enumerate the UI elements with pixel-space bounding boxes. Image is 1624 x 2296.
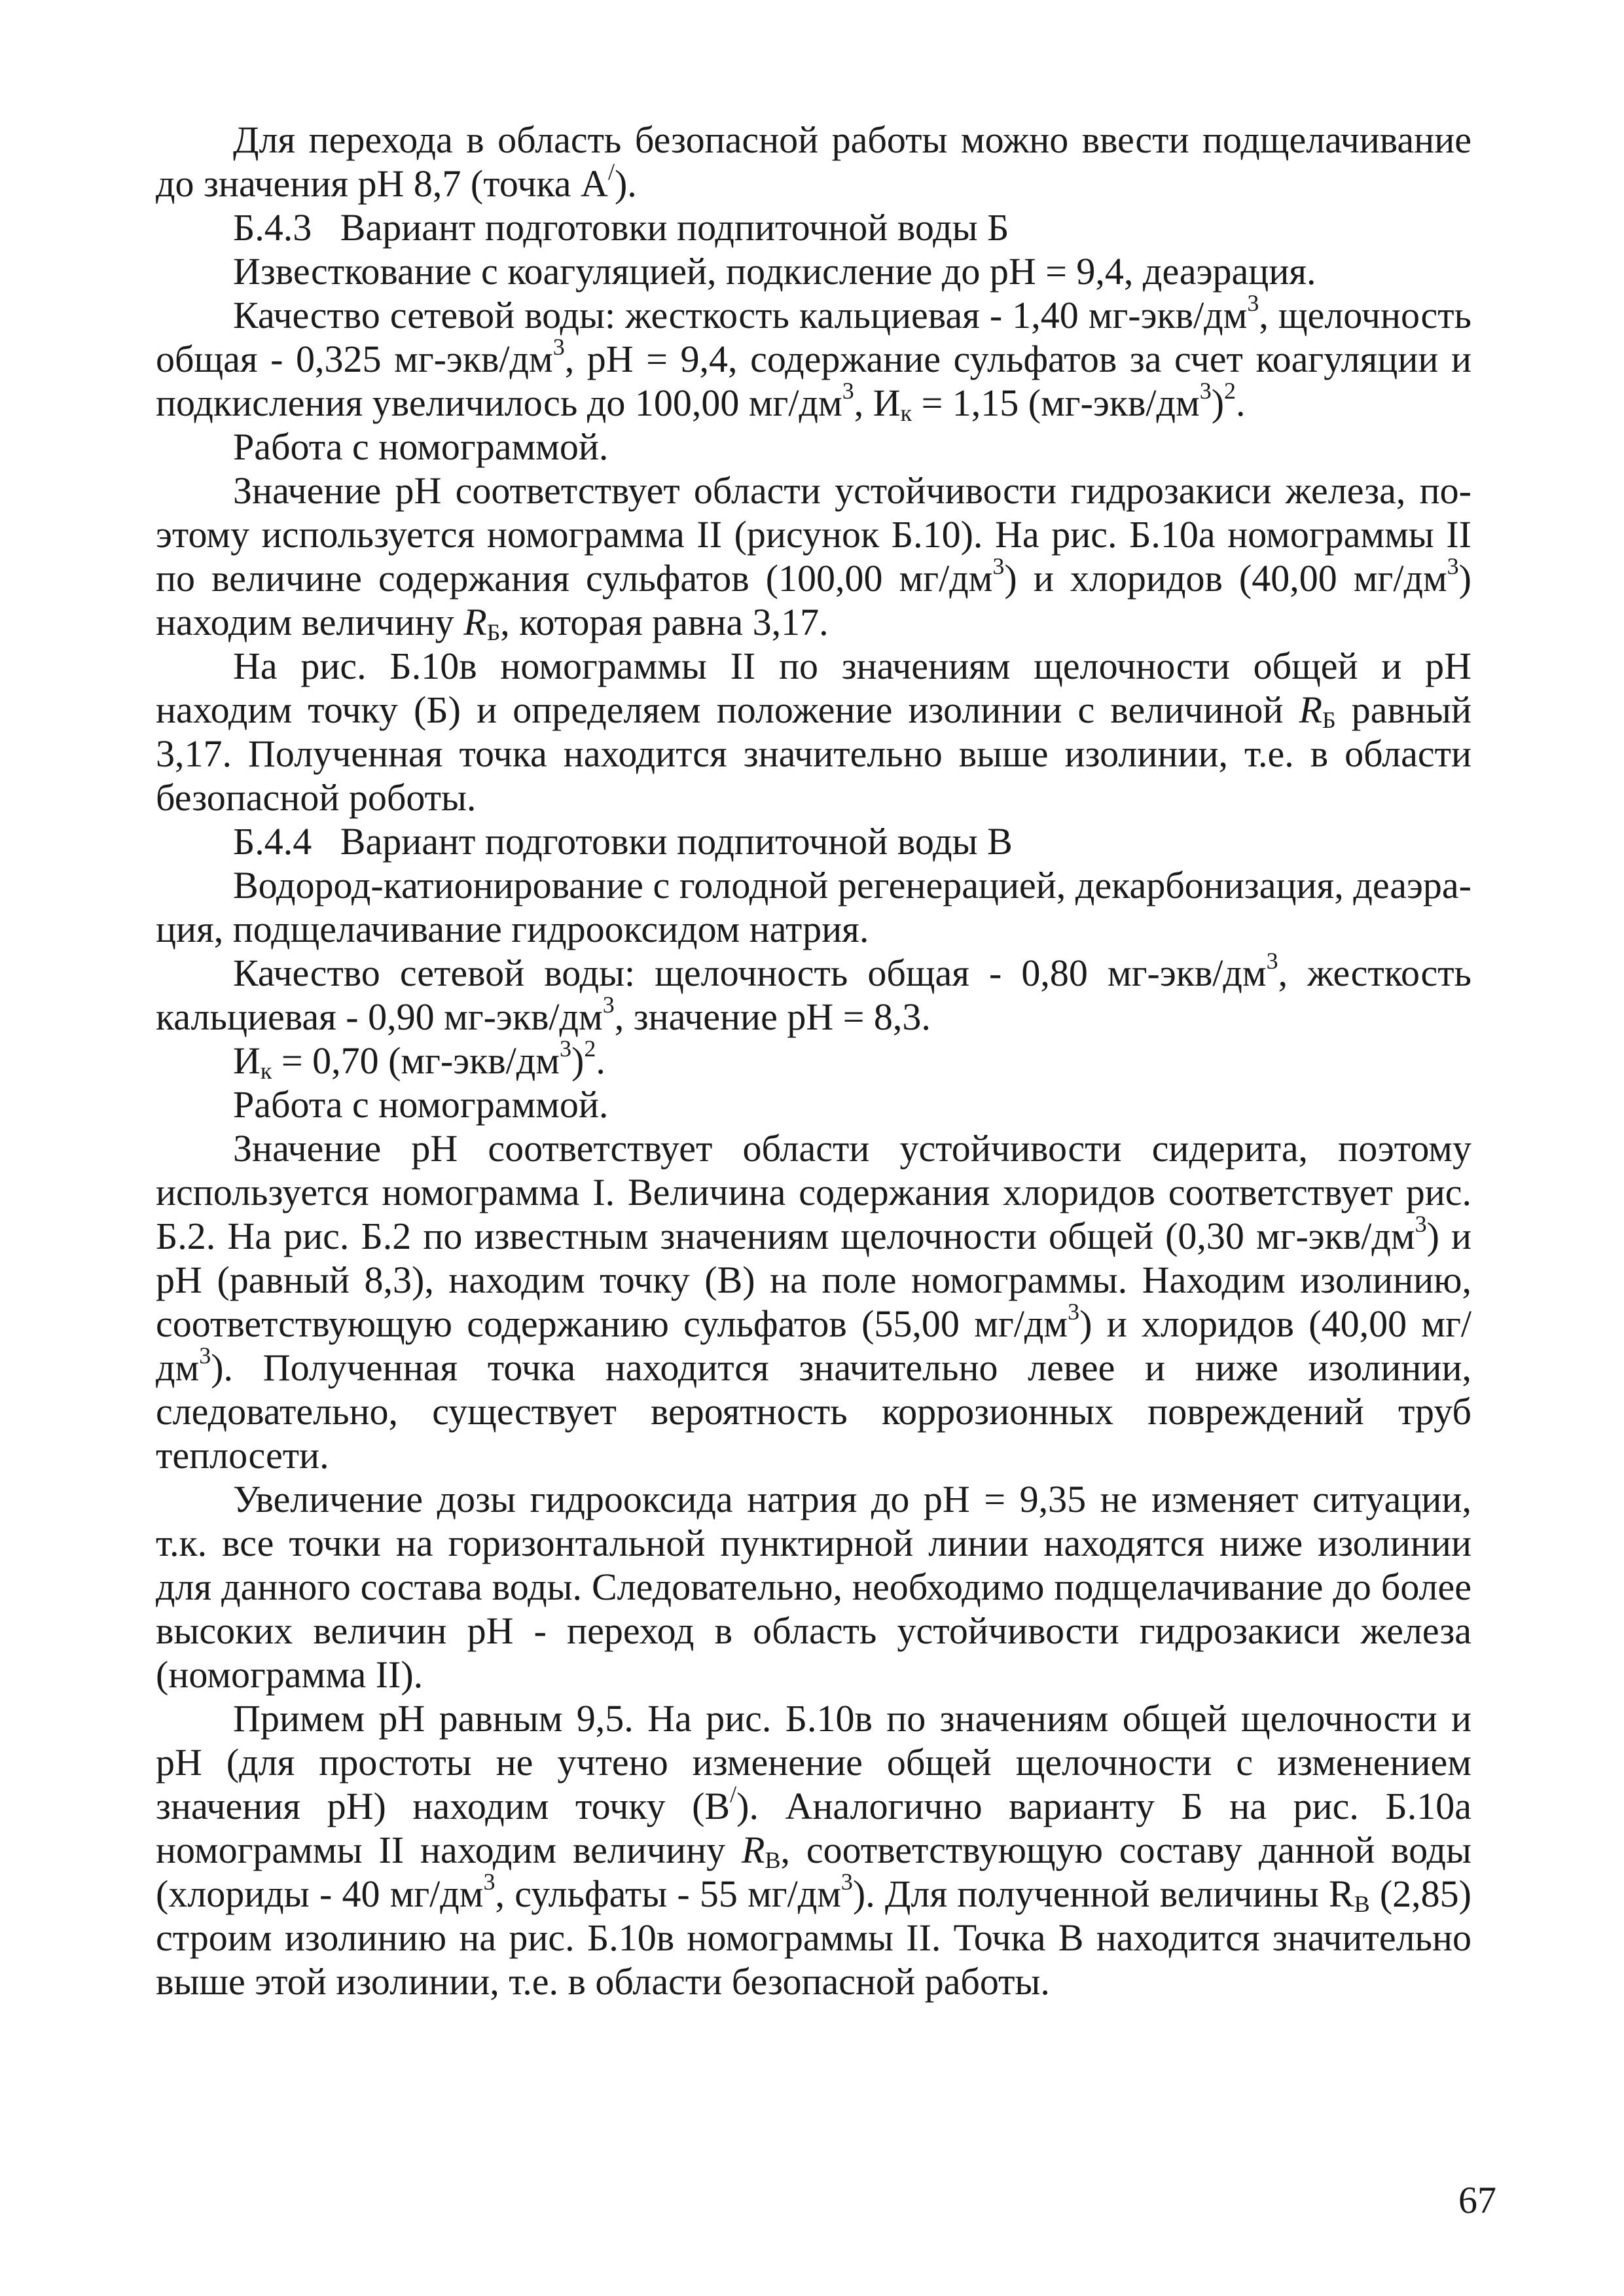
- paragraph: Работа с номограммой.: [233, 425, 609, 468]
- paragraph: Увеличение дозы гидрооксида натрия до рН = 9,35 не изменяет ситуации, т.к. все точки на горизонтальной пунктирной линии находятся ниже изолинии для данного состава воды. Следовательно, необходимо подщелачивание до более высоких величин рН - переход в область устойчивости гидрозакиси железа (номограмма II).: [156, 1478, 1471, 1696]
- page-body: [156, 118, 1490, 2003]
- paragraph: Значение рН соответствует области устойчивости сидерита, поэтому используется номограмма I. Величина содержания хлоридов соответствует рис. Б.2. На рис. Б.2 по известным значениям щелочности общей (0,30 $мг-экв/дм^3$) и рН (равный 8,3), находим точку (В) на поле номограммы. Находим изолинию, соответствующую содержанию сульфатов (55,00 $мг/дм^3$) и хлоридов (40,00 $мг/дм^3$). Полученная точка находится значительно левее и ниже изолинии, следовательно, существует вероятность коррозионных повреждений труб теплосети.: [156, 1127, 1471, 1477]
- paragraph: Известкование с коагуляцией, подкисление до рН = 9,4, деаэрация.: [233, 250, 1316, 293]
- paragraph: На рис. Б.10в номограммы II по значениям щелочности общей и рН находим точку (Б) и определяем положение изолинии с величиной $R_Б$ равный 3,17. Полученная точка находится значительно выше изолинии, т.е. в области безопасной роботы.: [156, 645, 1490, 819]
- paragraph: Для перехода в область безопасной работы можно ввести подщелачивание до значения рН 8,7 (точка А/).: [156, 118, 1471, 205]
- paragraph: $И_к = 0,70$ $(мг-экв/дм^3)^2$.: [233, 1035, 605, 1084]
- paragraph: Значение рН соответствует области устойчивости гидрозакиси железа, поэтому используется номограмма II (рисунок Б.10). На рис. Б.10а номограммы II по величине содержания сульфатов (100,00 $мг/дм^3$) и хлоридов (40,00 $мг/дм^3$) находим величину $R_Б$, которая равна 3,17.: [156, 469, 1471, 645]
- paragraph: Водород-катионирование с голодной регенерацией, декарбонизация, деаэрация, подщелачивание гидрооксидом натрия.: [156, 864, 1471, 950]
- paragraph: Качество сетевой воды: жесткость кальциевая - 1,40 $мг-экв/дм^3$, щелочность общая - 0,325 $мг-экв/дм^3$, рН = 9,4, содержание сульфатов за счет коагуляции и подкисления увеличилось до 100,00 $мг/дм^3$, $И_к = 1,15$ $(мг-экв/дм^3)^2$.: [156, 290, 1472, 426]
- page-number: 67: [1458, 2179, 1496, 2221]
- section-heading: Б.4.3 Вариант подготовки подпиточной воды Б: [233, 206, 1009, 249]
- paragraph: Примем рН равным 9,5. На рис. Б.10в по значениям общей щелочности и рН (для простоты не учтено изменение общей щелочности с изменением значения рН) находим точку (В/). Аналогично варианту Б на рис. Б.10а номограммы II находим величину $R_В$, соответствующую составу данной воды (хлориды - 40 $мг/дм^3$, сульфаты - 55 $мг/дм^3$). Для полученной величины $R_В$ (2,85) строим изолинию на рис. Б.10в номограммы II. Точка В находится значительно выше этой изолинии, т.е. в области безопасной работы.: [156, 1697, 1471, 2003]
- section-heading: Б.4.4 Вариант подготовки подпиточной воды В: [233, 820, 1013, 863]
- paragraph: Качество сетевой воды: щелочность общая - 0,80 $мг-экв/дм^3$, жесткость кальциевая - 0,90 $мг-экв/дм^3$, значение рН = 8,3.: [156, 948, 1471, 1038]
- paragraph: Работа с номограммой.: [233, 1083, 609, 1126]
